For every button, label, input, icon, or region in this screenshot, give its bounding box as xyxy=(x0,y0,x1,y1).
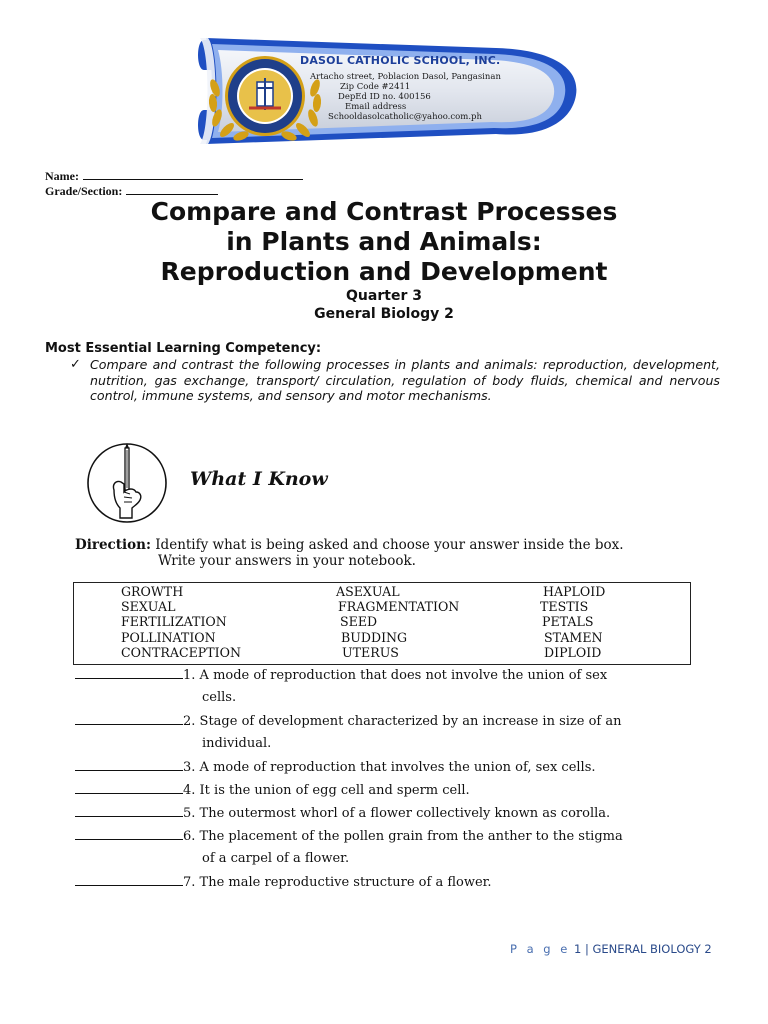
footer-separator: | xyxy=(584,942,589,956)
choices-box xyxy=(73,582,691,665)
choice-item: SEXUAL xyxy=(121,599,176,614)
choice-item: FERTILIZATION xyxy=(121,614,227,629)
choice-item: HAPLOID xyxy=(543,584,606,599)
question-item-2 xyxy=(75,710,621,733)
answer-blank[interactable] xyxy=(75,756,183,771)
direction-line-1: Identify what is being asked and choose your answer inside the box. xyxy=(150,537,624,553)
subject-label: General Biology 2 xyxy=(314,306,454,322)
title-line-3: Reproduction and Development xyxy=(160,257,608,286)
choice-item: SEED xyxy=(340,614,378,629)
question-text: The outermost whorl of a flower collectively known as corolla. xyxy=(199,806,611,821)
question-text: The placement of the pollen grain from the anther to the stigma xyxy=(199,829,623,844)
hand-pencil-icon xyxy=(86,442,168,524)
what-i-know-heading: What I Know xyxy=(190,468,328,490)
page-number: 1 xyxy=(573,942,582,956)
school-name: DASOL CATHOLIC SCHOOL, INC. xyxy=(300,54,501,67)
answer-blank[interactable] xyxy=(75,710,183,725)
choice-item: GROWTH xyxy=(121,584,184,599)
question-item-3 xyxy=(75,756,596,779)
direction-text xyxy=(75,537,624,569)
grade-section-label: Grade/Section: xyxy=(45,184,123,198)
direction-line-2: Write your answers in your notebook. xyxy=(158,553,416,569)
title-line-1: Compare and Contrast Processes xyxy=(150,197,618,226)
question-number: 6. xyxy=(183,829,196,844)
address-line-zip: Zip Code #2411 xyxy=(340,82,411,92)
choice-item: TESTIS xyxy=(540,599,589,614)
choice-item: FRAGMENTATION xyxy=(338,599,460,614)
choice-item: DIPLOID xyxy=(544,645,602,660)
competency-heading: Most Essential Learning Competency: xyxy=(45,341,322,356)
question-text-continued: of a carpel of a flower. xyxy=(202,851,350,866)
address-line-email: Schooldasolcatholic@yahoo.com.ph xyxy=(328,112,482,122)
competency-text: Compare and contrast the following processes in plants and animals: reproduction, development, nutrition, gas exchange, transport/ circulation, regulation of body fluids, chemical and nervous control, immune systems, and sensory and motor mechanisms. xyxy=(90,357,720,403)
answer-blank[interactable] xyxy=(75,664,183,679)
answer-blank[interactable] xyxy=(75,779,183,794)
name-field[interactable] xyxy=(45,168,303,184)
choice-item: ASEXUAL xyxy=(336,584,400,599)
choice-item: POLLINATION xyxy=(121,630,216,645)
address-line-depid: DepEd ID no. 400156 xyxy=(338,92,431,102)
choice-item: BUDDING xyxy=(341,630,408,645)
address-line-street: Artacho street, Poblacion Dasol, Pangasinan xyxy=(310,72,501,82)
choice-item: UTERUS xyxy=(342,645,399,660)
question-item-7 xyxy=(75,871,492,894)
question-text: A mode of reproduction that involves the union of, sex cells. xyxy=(199,760,596,775)
question-item-4 xyxy=(75,779,470,802)
question-item-6 xyxy=(75,825,623,848)
grade-section-blank[interactable] xyxy=(126,183,218,195)
question-text: Stage of development characterized by an increase in size of an xyxy=(199,714,622,729)
question-number: 3. xyxy=(183,760,196,775)
question-item-5 xyxy=(75,802,610,825)
answer-blank[interactable] xyxy=(75,871,183,886)
page-label: P a g e xyxy=(510,942,571,956)
direction-label: Direction: xyxy=(75,537,151,553)
question-number: 4. xyxy=(183,783,196,798)
choice-item: STAMEN xyxy=(544,630,603,645)
question-text-continued: cells. xyxy=(202,690,237,705)
question-text: A mode of reproduction that does not involve the union of sex xyxy=(199,668,608,683)
question-text-continued: individual. xyxy=(202,736,272,751)
choice-item: CONTRACEPTION xyxy=(121,645,241,660)
question-number: 7. xyxy=(183,875,196,890)
question-number: 5. xyxy=(183,806,196,821)
answer-blank[interactable] xyxy=(75,825,183,840)
question-text: The male reproductive structure of a flower. xyxy=(199,875,492,890)
document-title xyxy=(0,197,768,287)
page-footer xyxy=(510,942,712,956)
checkmark-icon: ✓ xyxy=(70,357,81,372)
question-item-1 xyxy=(75,664,607,687)
answer-blank[interactable] xyxy=(75,802,183,817)
question-number: 2. xyxy=(183,714,196,729)
choice-item: PETALS xyxy=(542,614,594,629)
question-number: 1. xyxy=(183,668,196,683)
name-blank[interactable] xyxy=(83,168,303,180)
address-line-email-label: Email address xyxy=(345,102,407,112)
quarter-label: Quarter 3 xyxy=(346,288,422,304)
question-text: It is the union of egg cell and sperm cell. xyxy=(199,783,470,798)
footer-subject: GENERAL BIOLOGY 2 xyxy=(592,942,712,956)
title-line-2: in Plants and Animals: xyxy=(226,227,542,256)
name-label: Name: xyxy=(45,169,79,183)
